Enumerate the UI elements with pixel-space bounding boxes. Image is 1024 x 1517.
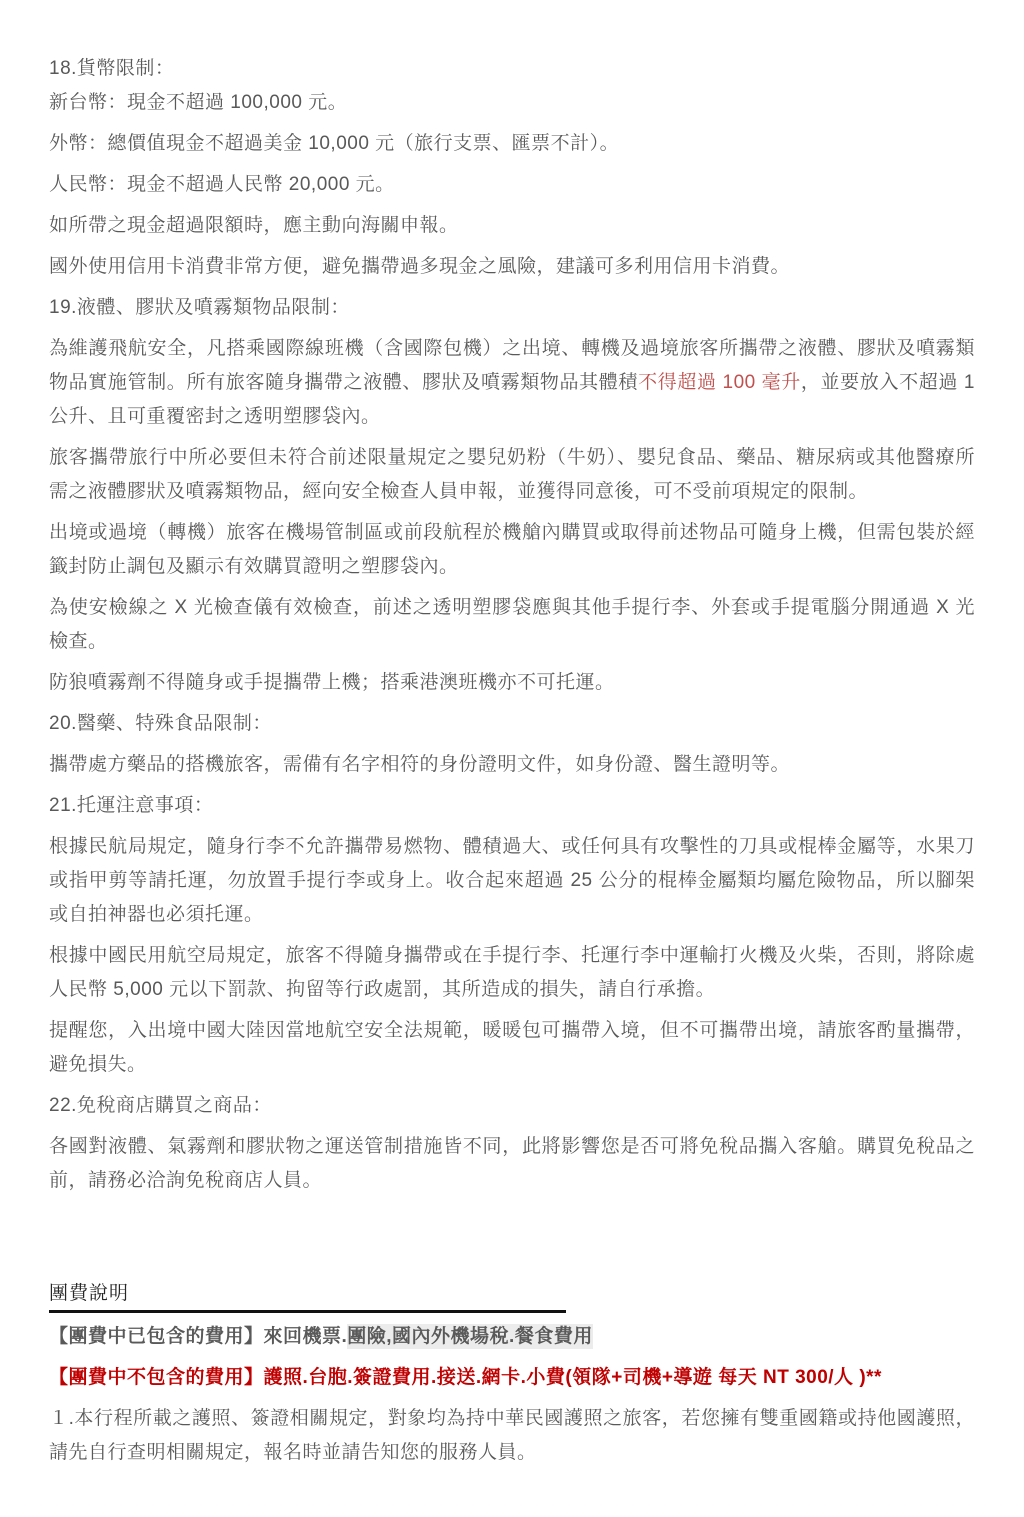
travel-notice-body: [49, 52, 975, 1470]
liquids-rule-red-limit: 不得超過 100 毫升: [638, 372, 801, 393]
liquids-transit-purchase-rule: 出境或過境（轉機）旅客在機場管制區或前段航程於機艙內購買或取得前述物品可隨身上機，但需包裝於經籤封防止調包及顯示有效購買證明之塑膠袋內。: [49, 522, 975, 577]
baggage-caa-rule: 根據民航局規定，隨身行李不允許攜帶易燃物、體積過大、或任何具有攻擊性的刀具或棍棒金屬等，水果刀或指甲剪等請托運，勿放置手提行李或身上。收合起來超過 25 公分的棍棒金屬類均屬危險物品，所以腳架或自拍神器也必須托運。: [49, 836, 975, 925]
currency-twd-rule: 新台幣：現金不超過 100,000 元。: [49, 92, 348, 113]
liquids-rule-post: ，並要放入不超過 1 公升、且可重覆密封之透明塑膠袋內。: [49, 372, 975, 427]
liquids-xray-rule: 為使安檢線之 X 光檢查儀有效檢查，前述之透明塑膠袋應與其他手提行李、外套或手提電腦分開通過 X 光檢查。: [49, 597, 975, 652]
liquids-pepper-spray-rule: 防狼噴霧劑不得隨身或手提攜帶上機；搭乘港澳班機亦不可托運。: [49, 672, 615, 693]
baggage-hand-warmer-rule: 提醒您，入出境中國大陸因當地航空安全法規範，暖暖包可攜帶入境，但不可攜帶出境，請旅客酌量攜帶，避免損失。: [49, 1020, 975, 1075]
section-20-heading: 20.醫藥、特殊食品限制：: [49, 713, 272, 734]
liquids-volume-rule: [49, 332, 975, 434]
currency-rmb-rule: 人民幣：現金不超過人民幣 20,000 元。: [49, 174, 395, 195]
fee-included-prefix: 【團費中已包含的費用】來回機票.: [49, 1326, 348, 1347]
fee-included-line: [49, 1320, 975, 1354]
baggage-china-lighter-rule: 根據中國民用航空局規定，旅客不得隨身攜帶或在手提行李、托運行李中運輸打火機及火柴，否則，將除處人民幣 5,000 元以下罰款、拘留等行政處罰，其所造成的損失，請自行承擔。: [49, 945, 975, 1000]
section-22-heading: 22.免稅商店購買之商品：: [49, 1095, 272, 1116]
fee-included-highlighted-items: 團險,國內外機場稅.餐食費用: [347, 1326, 593, 1347]
fee-section-heading: 團費說明: [49, 1282, 566, 1313]
liquids-exception-rule: 旅客攜帶旅行中所必要但未符合前述限量規定之嬰兒奶粉（牛奶）、嬰兒食品、藥品、糖尿病或其他醫療所需之液體膠狀及噴霧類物品，經向安全檢查人員申報，並獲得同意後，可不受前項規定的限制。: [49, 447, 975, 502]
section-18-heading: 18.貨幣限制：: [49, 58, 175, 79]
currency-credit-card-tip: 國外使用信用卡消費非常方便，避免攜帶過多現金之風險，建議可多利用信用卡消費。: [49, 256, 791, 277]
fee-passport-note: １.本行程所載之護照、簽證相關規定，對象均為持中華民國護照之旅客，若您擁有雙重國籍或持他國護照，請先自行查明相關規定，報名時並請告知您的服務人員。: [49, 1408, 975, 1463]
fee-excluded-line: 【團費中不包含的費用】護照.台胞.簽證費用.接送.網卡.小費(領隊+司機+導遊 每天 NT 300/人 )**: [49, 1367, 882, 1388]
medicine-prescription-rule: 攜帶處方藥品的搭機旅客，需備有名字相符的身份證明文件，如身份證、醫生證明等。: [49, 754, 791, 775]
liquids-rule-pre: 為維護飛航安全，凡搭乘國際線班機（含國際包機）之出境、轉機及過境旅客所攜帶之液體、膠狀及噴霧類物品實施管制。所有旅客隨身攜帶之液體、膠狀及噴霧類物品其體積: [49, 338, 975, 393]
section-21-heading: 21.托運注意事項：: [49, 795, 214, 816]
currency-foreign-rule: 外幣：總價值現金不超過美金 10,000 元（旅行支票、匯票不計）。: [49, 133, 620, 154]
duty-free-note: 各國對液體、氣霧劑和膠狀物之運送管制措施皆不同，此將影響您是否可將免稅品攜入客艙。購買免稅品之前，請務必洽詢免稅商店人員。: [49, 1136, 975, 1191]
section-19-heading: 19.液體、膠狀及噴霧類物品限制：: [49, 297, 350, 318]
currency-declare-rule: 如所帶之現金超過限額時，應主動向海關申報。: [49, 215, 459, 236]
fee-explanation-section: [49, 1282, 975, 1470]
